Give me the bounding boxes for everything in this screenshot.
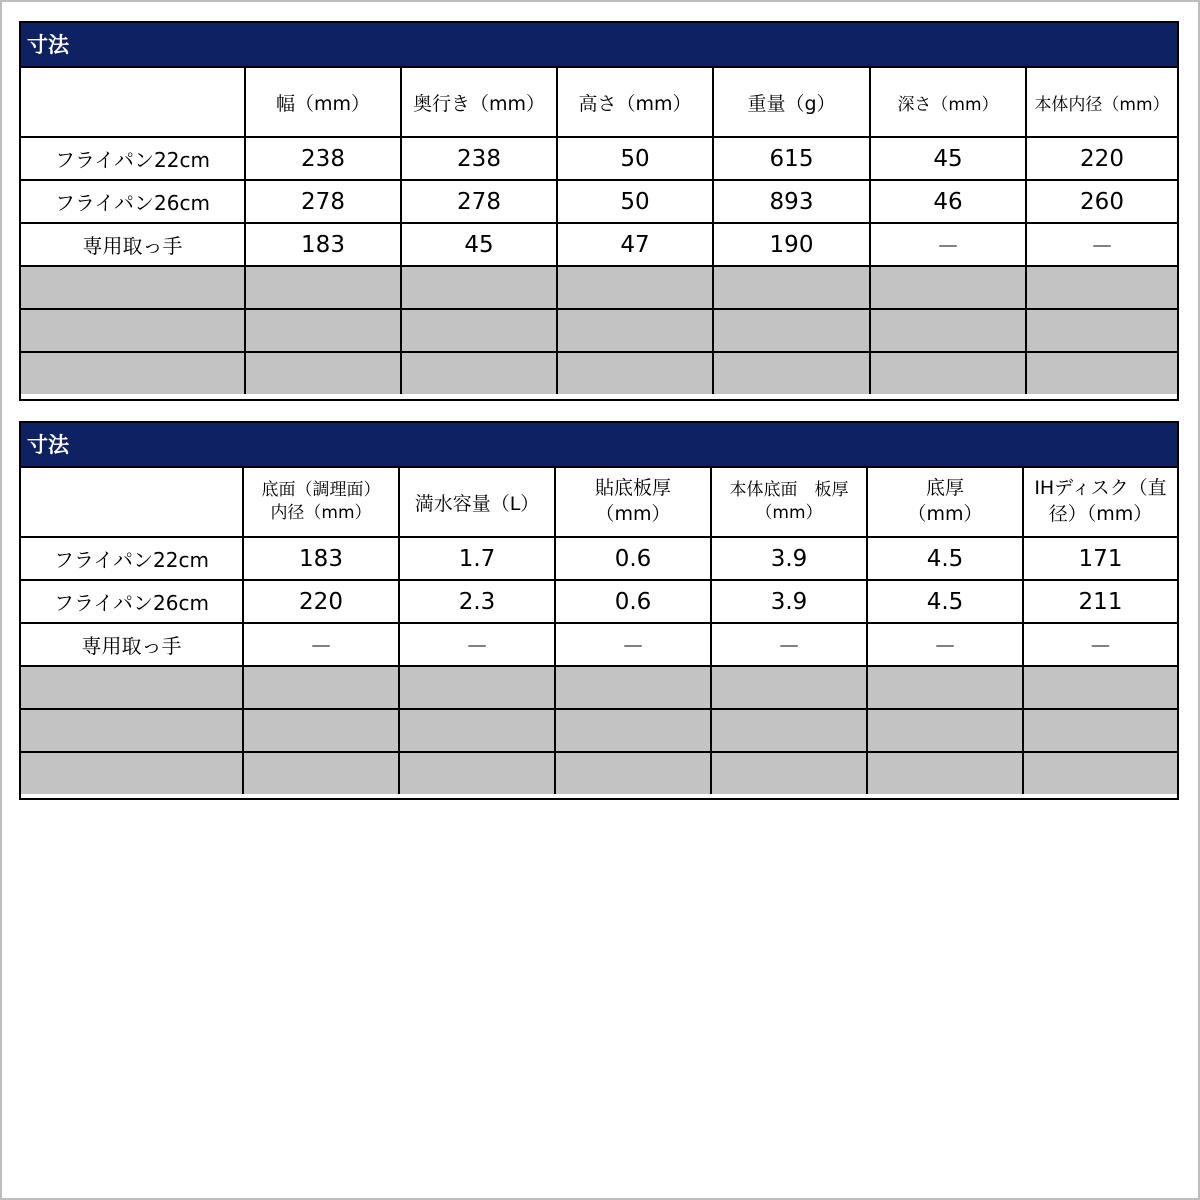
empty-cell — [243, 752, 399, 794]
empty-cell — [21, 666, 243, 709]
table-cell: 278 — [401, 180, 557, 223]
column-header-clad-thickness: 貼底板厚 （mm） — [555, 468, 711, 537]
empty-cell — [1023, 709, 1177, 752]
empty-cell — [555, 666, 711, 709]
corner-cell — [21, 68, 245, 137]
table-cell: － — [1023, 623, 1177, 666]
table-cell: － — [711, 623, 867, 666]
empty-cell — [243, 709, 399, 752]
row-label: フライパン22cm — [21, 537, 243, 580]
table-cell: 50 — [557, 137, 713, 180]
empty-cell — [243, 666, 399, 709]
empty-cell — [555, 709, 711, 752]
table-cell: 4.5 — [867, 580, 1023, 623]
empty-cell — [711, 709, 867, 752]
column-header-ih-disc-diameter: IHディスク（直 径）（mm） — [1023, 468, 1177, 537]
empty-cell — [399, 666, 555, 709]
empty-cell — [21, 752, 243, 794]
table-cell: 615 — [713, 137, 870, 180]
empty-cell — [870, 309, 1026, 352]
table-title: 寸法 — [21, 423, 1177, 468]
table-cell: 893 — [713, 180, 870, 223]
table-cell: 238 — [401, 137, 557, 180]
empty-cell — [401, 266, 557, 309]
corner-cell — [21, 468, 243, 537]
empty-cell — [557, 266, 713, 309]
spec-grid — [21, 468, 1177, 794]
empty-cell — [245, 266, 401, 309]
empty-cell — [711, 666, 867, 709]
empty-cell — [399, 752, 555, 794]
empty-cell — [870, 266, 1026, 309]
empty-cell — [21, 352, 245, 394]
column-header-bottom-thickness: 底厚 （mm） — [867, 468, 1023, 537]
table-cell: － — [867, 623, 1023, 666]
spec-grid — [21, 68, 1177, 394]
empty-row — [21, 266, 1177, 309]
column-header-depth-inner: 深さ（mm） — [870, 68, 1026, 137]
empty-row — [21, 752, 1177, 794]
dimensions-table-1 — [19, 21, 1179, 401]
table-row — [21, 223, 1177, 266]
empty-cell — [1026, 352, 1177, 394]
table-cell: 2.3 — [399, 580, 555, 623]
column-header-height: 高さ（mm） — [557, 68, 713, 137]
empty-cell — [1026, 309, 1177, 352]
table-cell: 260 — [1026, 180, 1177, 223]
table-cell: － — [243, 623, 399, 666]
empty-cell — [713, 352, 870, 394]
table-cell: 1.7 — [399, 537, 555, 580]
empty-cell — [557, 309, 713, 352]
table-cell: 0.6 — [555, 537, 711, 580]
table-cell: 46 — [870, 180, 1026, 223]
empty-row — [21, 666, 1177, 709]
table-title: 寸法 — [21, 23, 1177, 68]
empty-cell — [245, 352, 401, 394]
table-row — [21, 180, 1177, 223]
empty-cell — [21, 266, 245, 309]
empty-cell — [557, 352, 713, 394]
empty-row — [21, 709, 1177, 752]
empty-cell — [1026, 266, 1177, 309]
table-cell: 47 — [557, 223, 713, 266]
table-cell: 220 — [243, 580, 399, 623]
empty-cell — [713, 266, 870, 309]
table-cell: 211 — [1023, 580, 1177, 623]
table-cell: 278 — [245, 180, 401, 223]
table-cell: 171 — [1023, 537, 1177, 580]
dimensions-table-2 — [19, 421, 1179, 800]
row-label: フライパン26cm — [21, 580, 243, 623]
table-cell: 190 — [713, 223, 870, 266]
table-cell: 45 — [870, 137, 1026, 180]
empty-cell — [245, 309, 401, 352]
table-cell: 4.5 — [867, 537, 1023, 580]
empty-cell — [399, 709, 555, 752]
empty-cell — [1023, 752, 1177, 794]
empty-cell — [555, 752, 711, 794]
header-row — [21, 68, 1177, 137]
column-header-inner-diameter: 本体内径（mm） — [1026, 68, 1177, 137]
row-label: フライパン26cm — [21, 180, 245, 223]
table-cell: 183 — [243, 537, 399, 580]
table-cell: 45 — [401, 223, 557, 266]
table-cell: 50 — [557, 180, 713, 223]
empty-cell — [401, 309, 557, 352]
table-row — [21, 580, 1177, 623]
column-header-bottom-inner-diameter: 底面（調理面） 内径（mm） — [243, 468, 399, 537]
table-row — [21, 623, 1177, 666]
table-cell: － — [870, 223, 1026, 266]
row-label: フライパン22cm — [21, 137, 245, 180]
empty-cell — [867, 666, 1023, 709]
empty-cell — [713, 309, 870, 352]
empty-cell — [1023, 666, 1177, 709]
column-header-water-capacity: 満水容量（L） — [399, 468, 555, 537]
table-cell: 0.6 — [555, 580, 711, 623]
table-row — [21, 137, 1177, 180]
header-row — [21, 468, 1177, 537]
table-row — [21, 537, 1177, 580]
table-cell: 238 — [245, 137, 401, 180]
column-header-weight: 重量（g） — [713, 68, 870, 137]
empty-cell — [867, 709, 1023, 752]
column-header-body-bottom-thickness: 本体底面 板厚 （mm） — [711, 468, 867, 537]
column-header-depth: 奥行き（mm） — [401, 68, 557, 137]
table-cell: － — [555, 623, 711, 666]
table-cell: 220 — [1026, 137, 1177, 180]
row-label: 専用取っ手 — [21, 223, 245, 266]
table-cell: － — [1026, 223, 1177, 266]
empty-cell — [21, 309, 245, 352]
table-cell: 3.9 — [711, 580, 867, 623]
row-label: 専用取っ手 — [21, 623, 243, 666]
empty-cell — [711, 752, 867, 794]
empty-cell — [870, 352, 1026, 394]
empty-cell — [21, 709, 243, 752]
table-cell: 183 — [245, 223, 401, 266]
empty-cell — [401, 352, 557, 394]
empty-row — [21, 352, 1177, 394]
table-cell: － — [399, 623, 555, 666]
empty-row — [21, 309, 1177, 352]
table-cell: 3.9 — [711, 537, 867, 580]
column-header-width: 幅（mm） — [245, 68, 401, 137]
empty-cell — [867, 752, 1023, 794]
